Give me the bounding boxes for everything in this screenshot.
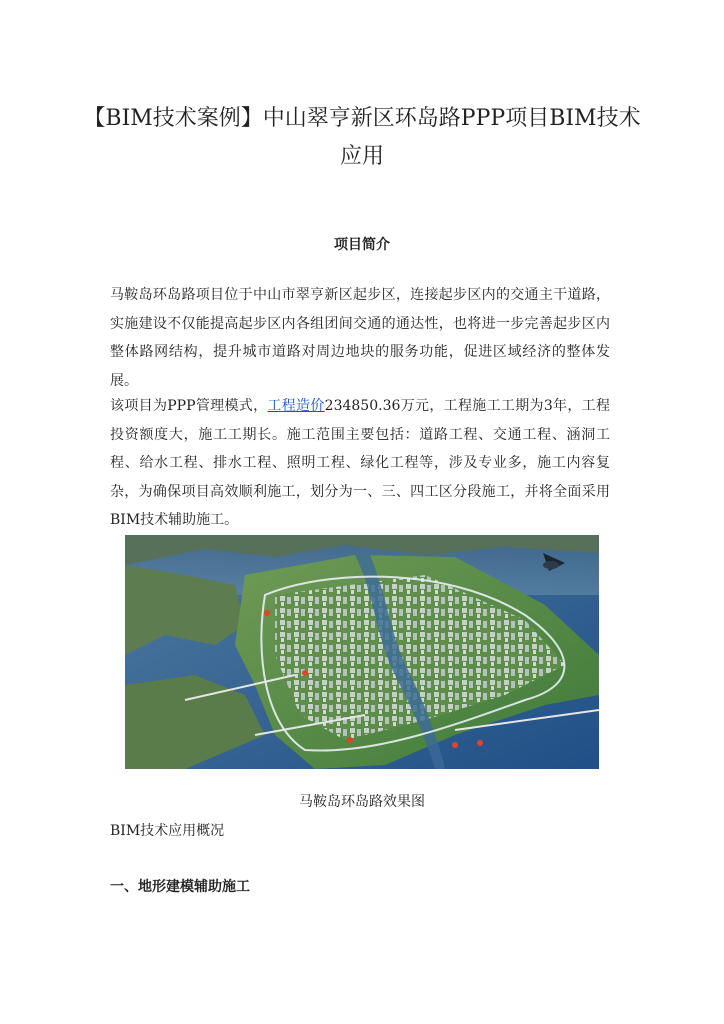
project-paragraph [110, 392, 610, 535]
intro-paragraph: 马鞍岛环岛路项目位于中山市翠亨新区起步区，连接起步区内的交通主干道路，实施建设不仅能提高起步区内各组团间交通的通达性，也将进一步完善起步区内整体路网结构，提升城市道路对周边地块的服务功能，促进区域经济的整体发展。 [110, 287, 610, 389]
paragraph-text-start: 该项目为PPP管理模式， [110, 398, 268, 414]
figure-caption: 马鞍岛环岛路效果图 [299, 794, 425, 810]
heading-terrain-modeling: 一、地形建模辅助施工 [110, 879, 250, 895]
rendering-image [125, 535, 599, 769]
paragraph-text-end: 234850.36万元，工程施工工期为3年，工程投资额度大，施工工期长。施工范围主要包括：道路工程、交通工程、涵洞工程、给水工程、排水工程、照明工程、绿化工程等，涉及专业多，施工内容复杂，为确保项目高效顺利施工，划分为一、三、四工区分段施工，并将全面采用BIM技术辅助施工。 [110, 398, 610, 528]
subheading: BIM技术应用概况 [110, 823, 225, 839]
document-title: 【BIM技术案例】中山翠亨新区环岛路PPP项目BIM技术应用 [83, 106, 641, 169]
cost-link[interactable]: 工程造价 [267, 398, 325, 414]
section-title: 项目简介 [334, 237, 390, 253]
